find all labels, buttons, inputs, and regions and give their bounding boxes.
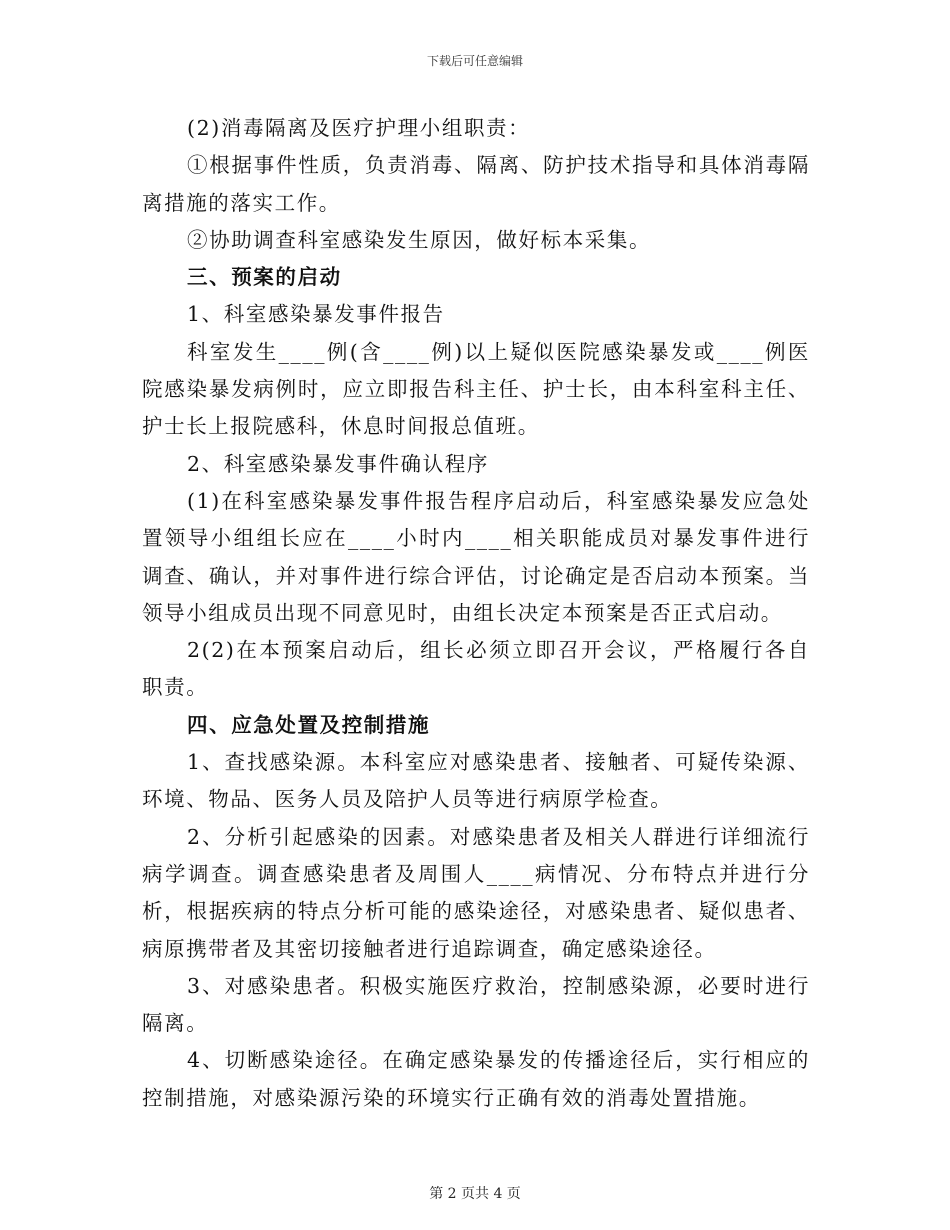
page-footer: 第 2 页共 4 页 bbox=[429, 1186, 521, 1202]
paragraph: 2、分析引起感染的因素。对感染患者及相关人群进行详细流行病学调查。调查感染患者及周围人____病情况、分布特点并进行分析，根据疾病的特点分析可能的感染途径，对感染患者、疑似患者、病原携带者及其密切接触者进行追踪调查，确定感染途径。 bbox=[142, 824, 810, 961]
section-heading: 三、预案的启动 bbox=[187, 265, 342, 290]
page-header: 下载后可任意编辑 bbox=[426, 54, 523, 68]
section-heading: 四、应急处置及控制措施 bbox=[187, 712, 431, 737]
paragraph: (2)消毒隔离及医疗护理小组职责： bbox=[187, 116, 531, 140]
paragraph: 3、对感染患者。积极实施医疗救治，控制感染源，必要时进行隔离。 bbox=[142, 973, 810, 1036]
paragraph: 1、查找感染源。本科室应对感染患者、接触者、可疑传染源、环境、物品、医务人员及陪护人员等进行病原学检查。 bbox=[142, 750, 810, 812]
subsection-heading: 1、科室感染暴发事件报告 bbox=[187, 302, 445, 327]
paragraph: 4、切断感染途径。在确定感染暴发的传播途径后，实行相应的控制措施，对感染源污染的环境实行正确有效的消毒处置措施。 bbox=[142, 1048, 810, 1110]
paragraph: 2(2)在本预案启动后，组长必须立即召开会议，严格履行各自职责。 bbox=[142, 638, 810, 700]
paragraph: 科室发生____例(含____例)以上疑似医院感染暴发或____例医院感染暴发病例时，应立即报告科主任、护士长，由本科室科主任、护士长上报院感科，休息时间报总值班。 bbox=[142, 339, 810, 439]
document-body bbox=[142, 110, 810, 1117]
subsection-heading: 2、科室感染暴发事件确认程序 bbox=[187, 451, 489, 476]
paragraph: ②协助调查科室感染发生原因，做好标本采集。 bbox=[187, 227, 652, 252]
paragraph: ①根据事件性质，负责消毒、隔离、防护技术指导和具体消毒隔离措施的落实工作。 bbox=[142, 153, 810, 215]
paragraph: (1)在科室感染暴发事件报告程序启动后，科室感染暴发应急处置领导小组组长应在____小时内____相关职能成员对暴发事件进行调查、确认，并对事件进行综合评估，讨论确定是否启动本预案。当领导小组成员出现不同意见时，由组长决定本预案是否正式启动。 bbox=[142, 488, 810, 625]
